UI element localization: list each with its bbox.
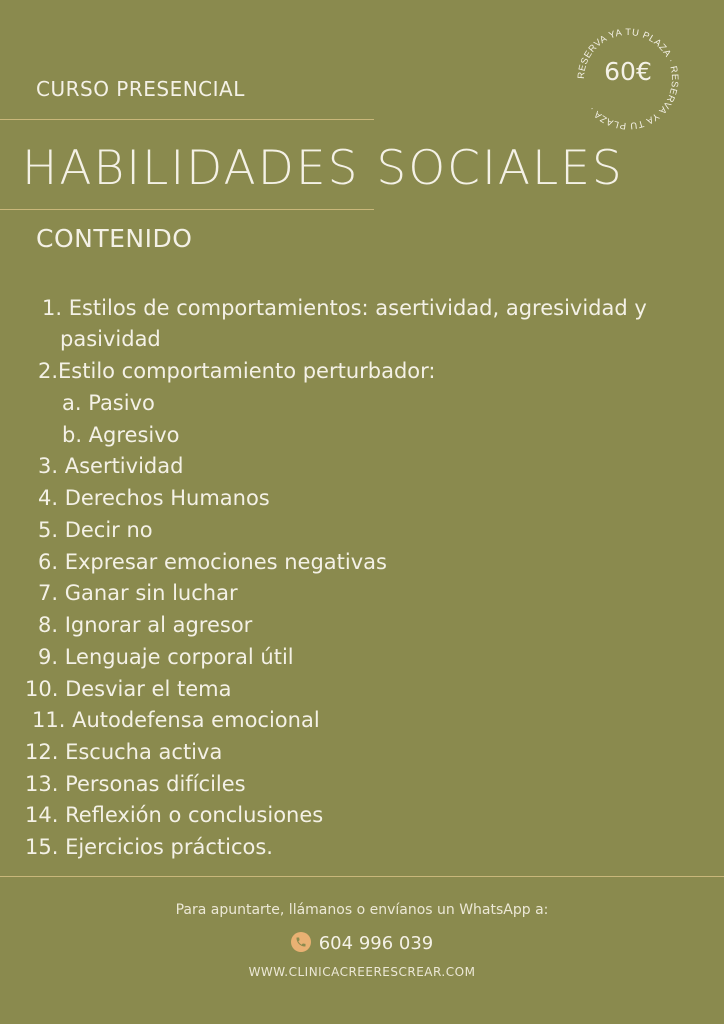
website-link[interactable]: WWW.CLINICACREERESCREAR.COM [248,965,476,979]
price-text: 60€ [604,57,652,86]
phone-number[interactable]: 604 996 039 [318,933,434,954]
list-item: a. Pasivo [62,391,155,415]
list-item: 4. Derechos Humanos [38,486,270,510]
list-item: 3. Asertividad [38,454,184,478]
list-item: 7. Ganar sin luchar [38,581,238,605]
list-item: 11. Autodefensa emocional [32,708,320,732]
phone-row[interactable] [0,932,724,954]
list-item: 2.Estilo comportamiento perturbador: [38,359,436,383]
list-item: 6. Expresar emociones negativas [38,550,387,574]
divider-top [0,119,374,120]
course-type-label: CURSO PRESENCIAL [36,77,245,101]
badge-ring-text: RESERVA YA TU PLAZA · RESERVA YA TU PLAZA · [574,25,682,133]
list-item: b. Agresivo [62,423,180,447]
page-title: HABILIDADES SOCIALES [22,141,624,196]
phone-icon [291,932,311,952]
list-item: pasividad [60,327,161,351]
list-item: 13. Personas difíciles [25,772,246,796]
contact-instructions: Para apuntarte, llámanos o envíanos un WhatsApp a: [175,902,549,918]
section-heading: CONTENIDO [36,224,193,253]
list-item: 5. Decir no [38,518,153,542]
list-item: 14. Reflexión o conclusiones [25,803,324,827]
list-item: 10. Desviar el tema [25,677,232,701]
list-item: 1. Estilos de comportamientos: asertividad, agresividad y [42,296,647,320]
list-item: 9. Lenguaje corporal útil [38,645,294,669]
divider-bottom [0,876,724,877]
list-item: 15. Ejercicios prácticos. [25,835,273,859]
list-item: 12. Escucha activa [25,740,223,764]
divider-middle [0,209,374,210]
list-item: 8. Ignorar al agresor [38,613,253,637]
